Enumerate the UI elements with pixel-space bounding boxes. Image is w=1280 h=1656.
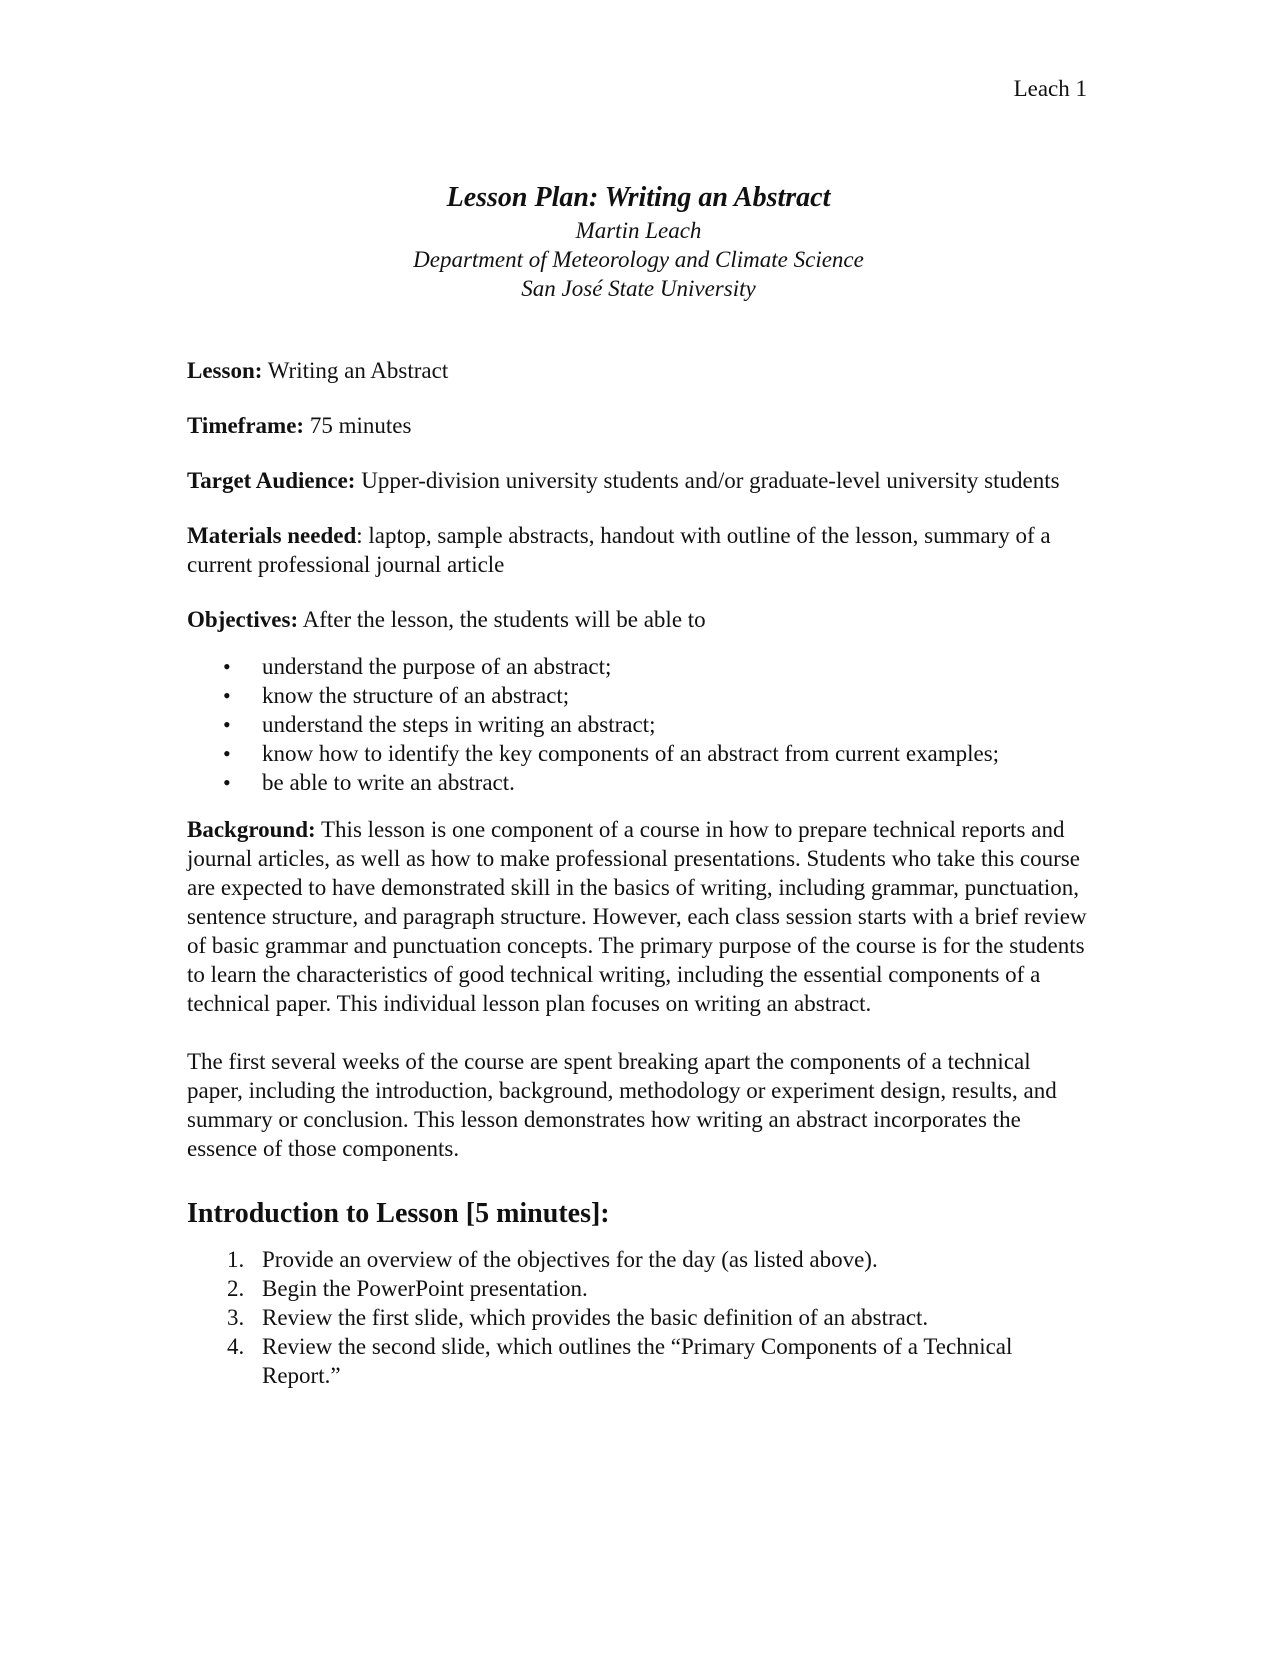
step-text: Provide an overview of the objectives for the day (as listed above). bbox=[262, 1247, 878, 1272]
objectives-field bbox=[187, 605, 1090, 634]
document-body bbox=[187, 356, 1090, 1390]
background-paragraph bbox=[187, 815, 1090, 1018]
list-item: • understand the purpose of an abstract; bbox=[187, 652, 1090, 681]
step-text: Begin the PowerPoint presentation. bbox=[262, 1276, 588, 1301]
university-name: San José State University bbox=[521, 276, 756, 301]
list-item: • know the structure of an abstract; bbox=[187, 681, 1090, 710]
step-number: 1. bbox=[227, 1247, 245, 1272]
objectives-value: After the lesson, the students will be able to bbox=[298, 607, 706, 632]
introduction-steps bbox=[187, 1245, 1090, 1390]
background-text: This lesson is one component of a course in how to prepare technical reports and journal articles, as well as how to make professional presentations. Students who take this course are expected to have demonstrated skill in the basics of writing, including grammar, punctuation, sentence structure, and paragraph structure. However, each class session starts with a brief review of basic grammar and punctuation concepts. The primary purpose of the course is for the students to learn the characteristics of good technical writing, including the essential components of a technical paper. This individual lesson plan focuses on writing an abstract. bbox=[187, 817, 1087, 1016]
background-label: Background: bbox=[187, 817, 316, 842]
document-title: Lesson Plan: Writing an Abstract bbox=[446, 182, 831, 213]
list-item: • understand the steps in writing an abstract; bbox=[187, 710, 1090, 739]
step-number: 2. bbox=[227, 1276, 245, 1301]
materials-label: Materials needed bbox=[187, 523, 357, 548]
objectives-label: Objectives: bbox=[187, 607, 299, 632]
materials-value: : laptop, sample abstracts, handout with outline of the lesson, summary of a current professional journal article bbox=[187, 523, 1051, 577]
step-text: Review the first slide, which provides the basic definition of an abstract. bbox=[262, 1305, 929, 1330]
lesson-value: Writing an Abstract bbox=[262, 358, 449, 383]
audience-field bbox=[187, 466, 1090, 495]
materials-field bbox=[187, 521, 1090, 579]
objectives-list bbox=[187, 652, 1090, 797]
running-header: Leach 1 bbox=[1013, 76, 1087, 101]
list-item bbox=[187, 1303, 1090, 1332]
timeframe-field bbox=[187, 411, 1090, 440]
step-number: 3. bbox=[227, 1305, 245, 1330]
list-item: • be able to write an abstract. bbox=[187, 768, 1090, 797]
introduction-heading: Introduction to Lesson [5 minutes]: bbox=[187, 1198, 610, 1229]
timeframe-label: Timeframe: bbox=[187, 413, 305, 438]
list-item: • know how to identify the key components of an abstract from current examples; bbox=[187, 739, 1090, 768]
lesson-field bbox=[187, 356, 1090, 385]
step-text: Review the second slide, which outlines the “Primary Components of a Technical Report.” bbox=[262, 1334, 1013, 1388]
audience-value: Upper-division university students and/or graduate-level university students bbox=[355, 468, 1060, 493]
timeframe-value: 75 minutes bbox=[304, 413, 412, 438]
course-paragraph: The first several weeks of the course are spent breaking apart the components of a technical paper, including the introduction, background, methodology or experiment design, results, and summary or conclusion. This lesson demonstrates how writing an abstract incorporates the essence of those components. bbox=[187, 1049, 1057, 1161]
author-name: Martin Leach bbox=[575, 218, 702, 243]
list-item bbox=[187, 1245, 1090, 1274]
list-item bbox=[187, 1274, 1090, 1303]
title-block bbox=[187, 180, 1090, 303]
lesson-label: Lesson: bbox=[187, 358, 263, 383]
audience-label: Target Audience: bbox=[187, 468, 356, 493]
department-name: Department of Meteorology and Climate Science bbox=[413, 247, 864, 272]
list-item bbox=[187, 1332, 1090, 1390]
step-number: 4. bbox=[227, 1334, 245, 1359]
